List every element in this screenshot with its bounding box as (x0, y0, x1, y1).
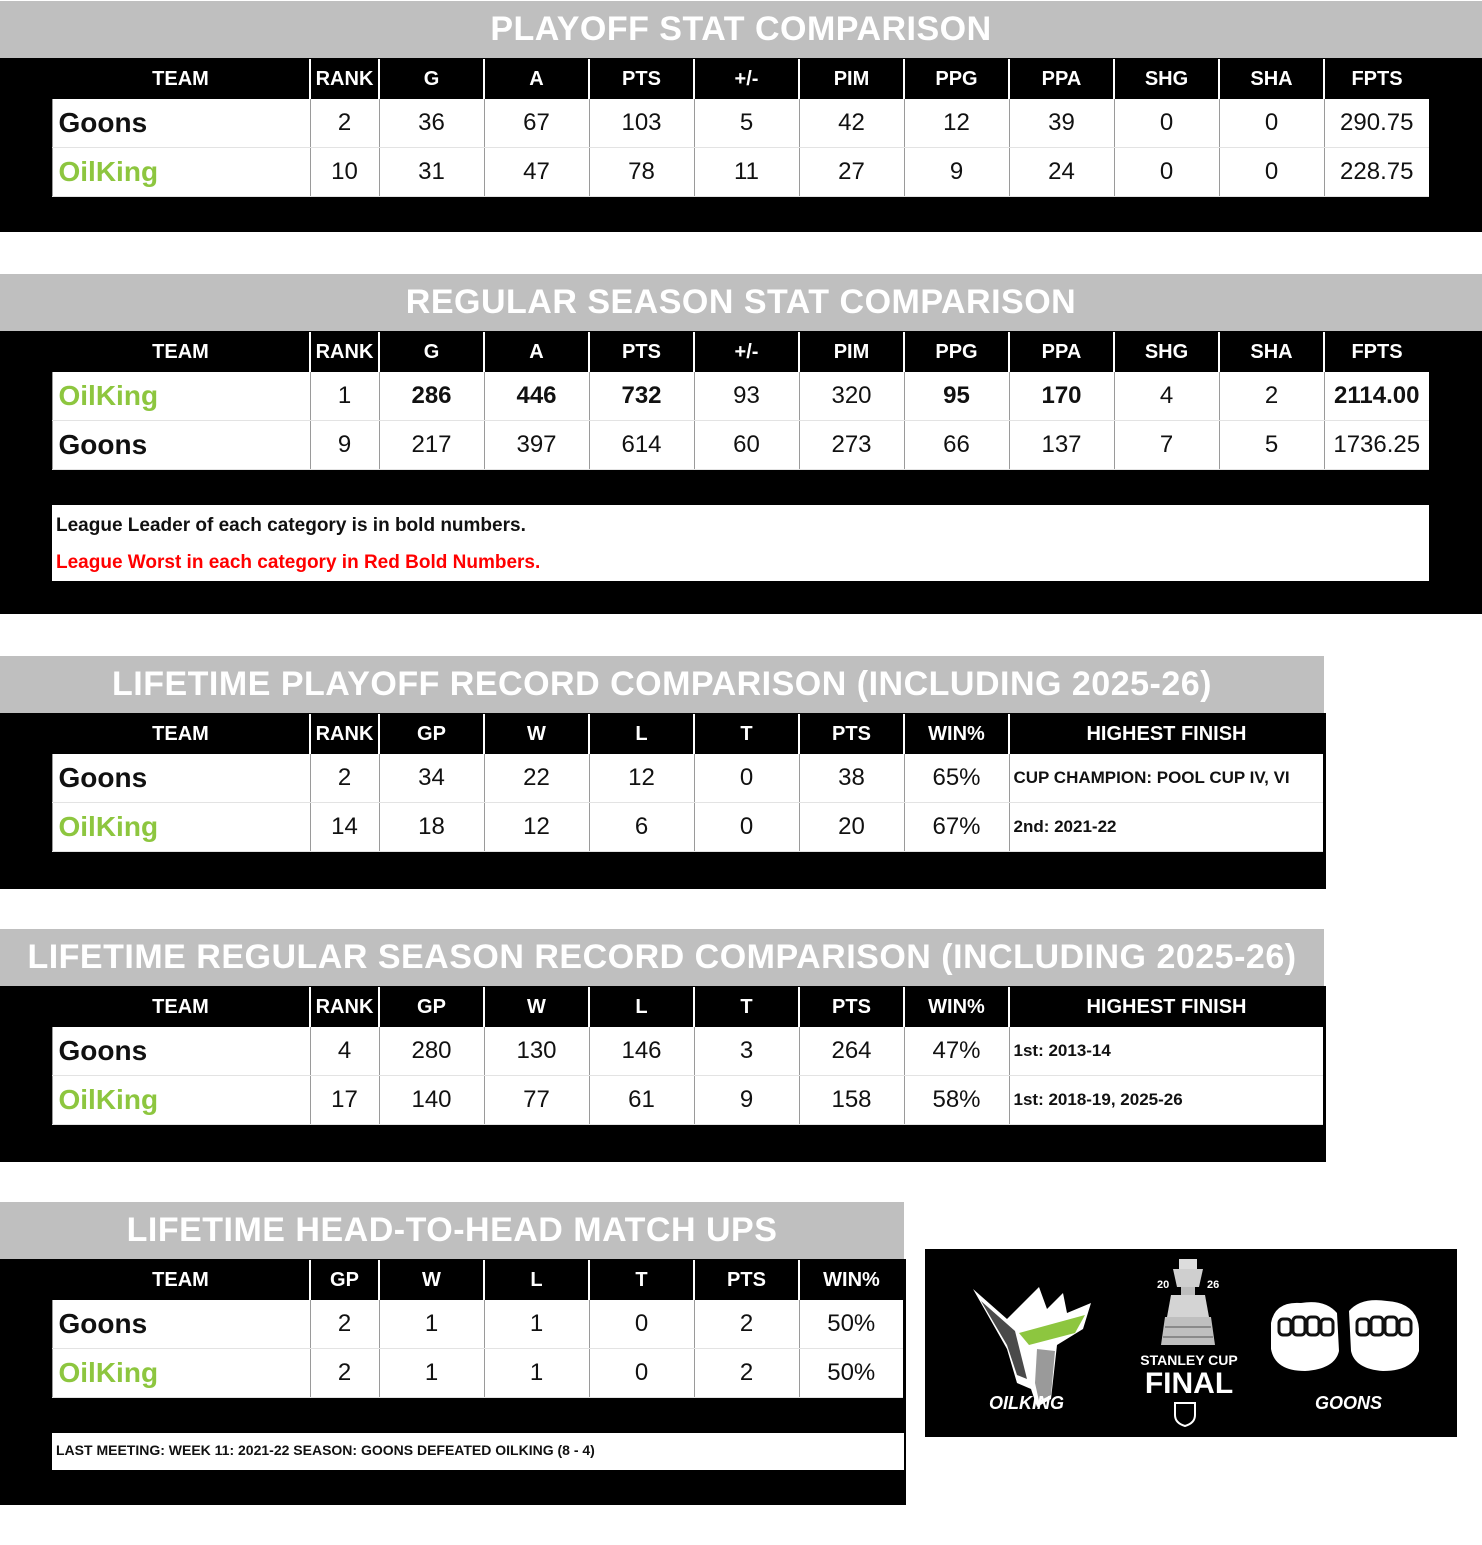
league-worst-note: League Worst in each category in Red Bold Numbers. (56, 552, 541, 573)
cell-ppg: 95 (904, 372, 1009, 421)
playoff-stat-section (0, 1, 1482, 232)
stanley-cup-icon (1153, 1257, 1223, 1349)
cell-highest-finish: CUP CHAMPION: POOL CUP IV, VI (1009, 754, 1323, 803)
table-row (0, 803, 1326, 852)
cell-pts: 78 (589, 148, 694, 197)
cell-plus-minus: 11 (694, 148, 799, 197)
cell-ppa: 170 (1009, 372, 1114, 421)
cell-fpts: 2114.00 (1324, 372, 1429, 421)
cell-a: 446 (484, 372, 589, 421)
col-header-w: W (484, 987, 589, 1027)
col-header-w: W (379, 1260, 484, 1300)
col-header-highest-finish: HIGHEST FINISH (1009, 714, 1323, 754)
team-name-goons: Goons (52, 754, 310, 803)
cell-gp: 34 (379, 754, 484, 803)
lifetime-regular-section (0, 929, 1326, 1162)
cell-t: 0 (589, 1349, 694, 1398)
table-header-row (0, 987, 1326, 1027)
cup-year-left: 20 (1157, 1279, 1170, 1291)
cell-rank: 14 (310, 803, 379, 852)
cell-win-pct: 65% (904, 754, 1009, 803)
team-name-goons: Goons (52, 99, 310, 148)
col-header-pts: PTS (694, 1260, 799, 1300)
playoff-stat-table (0, 59, 1482, 197)
cell-sha: 0 (1219, 148, 1324, 197)
col-header-l: L (589, 987, 694, 1027)
col-header-w: W (484, 714, 589, 754)
last-meeting-box (52, 1433, 904, 1470)
table-row (0, 1300, 906, 1349)
cell-fpts: 228.75 (1324, 148, 1429, 197)
col-header-team: TEAM (152, 67, 209, 90)
table-header-row (0, 714, 1326, 754)
cell-rank: 17 (310, 1076, 379, 1125)
goons-fists-icon (1265, 1293, 1425, 1379)
cell-rank: 2 (310, 754, 379, 803)
table-row (0, 1076, 1326, 1125)
table-row (0, 421, 1482, 470)
col-header-ppg: PPG (904, 332, 1009, 372)
col-header-pts: PTS (589, 59, 694, 99)
col-header-t: T (589, 1260, 694, 1300)
cell-sha: 5 (1219, 421, 1324, 470)
cell-a: 397 (484, 421, 589, 470)
cell-g: 31 (379, 148, 484, 197)
cell-fpts: 1736.25 (1324, 421, 1429, 470)
col-header-t: T (694, 714, 799, 754)
col-header-ppa: PPA (1009, 332, 1114, 372)
cell-t: 3 (694, 1027, 799, 1076)
oilking-caption: OILKING (989, 1393, 1064, 1413)
cup-year-right: 26 (1207, 1279, 1220, 1291)
cell-w: 1 (379, 1349, 484, 1398)
cell-w: 12 (484, 803, 589, 852)
cell-shg: 0 (1114, 148, 1219, 197)
col-header-gp: GP (310, 1260, 379, 1300)
col-header-g: G (379, 332, 484, 372)
col-header-pts: PTS (589, 332, 694, 372)
col-header-rank: RANK (310, 714, 379, 754)
final-text: FINAL (1144, 1367, 1234, 1400)
team-name-oilking: OilKing (52, 148, 310, 197)
team-name-oilking: OilKing (52, 1349, 310, 1398)
cell-win-pct: 47% (904, 1027, 1009, 1076)
table-row (0, 148, 1482, 197)
cell-rank: 9 (310, 421, 379, 470)
col-header-rank: RANK (310, 332, 379, 372)
lifetime-playoff-table (0, 714, 1326, 852)
cell-pts: 264 (799, 1027, 904, 1076)
col-header-team: TEAM (152, 1268, 209, 1291)
cell-a: 47 (484, 148, 589, 197)
cell-t: 9 (694, 1076, 799, 1125)
cell-l: 6 (589, 803, 694, 852)
col-header-sha: SHA (1219, 332, 1324, 372)
cell-w: 130 (484, 1027, 589, 1076)
col-header-pim: PIM (799, 332, 904, 372)
col-header-gp: GP (379, 987, 484, 1027)
team-name-oilking: OilKing (52, 372, 310, 421)
head-to-head-section (0, 1202, 906, 1505)
cell-ppa: 137 (1009, 421, 1114, 470)
cell-fpts: 290.75 (1324, 99, 1429, 148)
col-header-win-pct: WIN% (904, 714, 1009, 754)
cell-pim: 320 (799, 372, 904, 421)
nhl-shield-icon (1173, 1401, 1197, 1427)
col-header-sha: SHA (1219, 59, 1324, 99)
col-header-plus-minus: +/- (694, 59, 799, 99)
table-row (0, 372, 1482, 421)
cell-highest-finish: 1st: 2018-19, 2025-26 (1009, 1076, 1323, 1125)
cell-g: 217 (379, 421, 484, 470)
cell-ppg: 9 (904, 148, 1009, 197)
cell-gp: 140 (379, 1076, 484, 1125)
table-header-row (0, 59, 1482, 99)
col-header-rank: RANK (310, 59, 379, 99)
col-header-ppa: PPA (1009, 59, 1114, 99)
cell-highest-finish: 2nd: 2021-22 (1009, 803, 1323, 852)
col-header-rank: RANK (310, 987, 379, 1027)
lifetime-regular-title: LIFETIME REGULAR SEASON RECORD COMPARISON (INCLUDING 2025-26) (0, 929, 1324, 986)
col-header-fpts: FPTS (1324, 332, 1429, 372)
regular-stat-table (0, 332, 1482, 470)
head-to-head-title: LIFETIME HEAD-TO-HEAD MATCH UPS (0, 1202, 904, 1259)
col-header-gp: GP (379, 714, 484, 754)
cell-g: 286 (379, 372, 484, 421)
cell-plus-minus: 5 (694, 99, 799, 148)
cell-t: 0 (694, 754, 799, 803)
cell-pts: 20 (799, 803, 904, 852)
regular-stat-section (0, 274, 1482, 614)
col-header-fpts: FPTS (1324, 59, 1429, 99)
team-name-goons: Goons (52, 1027, 310, 1076)
cell-rank: 1 (310, 372, 379, 421)
head-to-head-table (0, 1260, 906, 1398)
col-header-plus-minus: +/- (694, 332, 799, 372)
cell-pts: 158 (799, 1076, 904, 1125)
col-header-g: G (379, 59, 484, 99)
cell-pts: 732 (589, 372, 694, 421)
col-header-shg: SHG (1114, 332, 1219, 372)
cell-g: 36 (379, 99, 484, 148)
cell-sha: 0 (1219, 99, 1324, 148)
cell-gp: 280 (379, 1027, 484, 1076)
regular-stat-title: REGULAR SEASON STAT COMPARISON (0, 274, 1482, 331)
cell-plus-minus: 60 (694, 421, 799, 470)
cell-shg: 0 (1114, 99, 1219, 148)
cell-pts: 2 (694, 1349, 799, 1398)
team-name-goons: Goons (52, 1300, 310, 1349)
cell-win-pct: 50% (799, 1349, 903, 1398)
col-header-l: L (589, 714, 694, 754)
team-name-oilking: OilKing (52, 803, 310, 852)
table-header-row (0, 332, 1482, 372)
cell-a: 67 (484, 99, 589, 148)
col-header-a: A (484, 59, 589, 99)
col-header-win-pct: WIN% (904, 987, 1009, 1027)
col-header-ppg: PPG (904, 59, 1009, 99)
cell-rank: 10 (310, 148, 379, 197)
cell-pts: 2 (694, 1300, 799, 1349)
cell-t: 0 (694, 803, 799, 852)
table-row (0, 1027, 1326, 1076)
lifetime-regular-table (0, 987, 1326, 1125)
cell-gp: 2 (310, 1349, 379, 1398)
cell-win-pct: 67% (904, 803, 1009, 852)
col-header-pim: PIM (799, 59, 904, 99)
cell-pts: 614 (589, 421, 694, 470)
col-header-t: T (694, 987, 799, 1027)
table-row (0, 1349, 906, 1398)
cell-ppg: 66 (904, 421, 1009, 470)
cell-pts: 38 (799, 754, 904, 803)
oilking-logo-icon (967, 1279, 1099, 1409)
col-header-win-pct: WIN% (799, 1260, 903, 1300)
cell-rank: 4 (310, 1027, 379, 1076)
last-meeting-text: LAST MEETING: WEEK 11: 2021-22 SEASON: GOONS DEFEATED OILKING (8 - 4) (56, 1442, 595, 1458)
cell-w: 77 (484, 1076, 589, 1125)
cell-l: 1 (484, 1349, 589, 1398)
cell-plus-minus: 93 (694, 372, 799, 421)
cell-pim: 42 (799, 99, 904, 148)
table-row (0, 99, 1482, 148)
matchup-logo-box (925, 1249, 1457, 1437)
cell-win-pct: 50% (799, 1300, 903, 1349)
cell-ppa: 39 (1009, 99, 1114, 148)
table-row (0, 754, 1326, 803)
col-header-pts: PTS (799, 987, 904, 1027)
cell-pts: 103 (589, 99, 694, 148)
playoff-stat-title: PLAYOFF STAT COMPARISON (0, 1, 1482, 58)
cell-highest-finish: 1st: 2013-14 (1009, 1027, 1323, 1076)
stanley-cup-text: STANLEY CUP (1140, 1352, 1238, 1368)
cell-gp: 2 (310, 1300, 379, 1349)
col-header-team: TEAM (152, 995, 209, 1018)
cell-sha: 2 (1219, 372, 1324, 421)
table-header-row (0, 1260, 906, 1300)
cell-pim: 273 (799, 421, 904, 470)
cell-l: 61 (589, 1076, 694, 1125)
league-leader-note: League Leader of each category is in bold numbers. (56, 515, 526, 536)
cell-rank: 2 (310, 99, 379, 148)
lifetime-playoff-section (0, 656, 1326, 889)
cell-l: 12 (589, 754, 694, 803)
cell-pim: 27 (799, 148, 904, 197)
cell-shg: 4 (1114, 372, 1219, 421)
legend-note-box (52, 505, 1429, 581)
cell-shg: 7 (1114, 421, 1219, 470)
cell-l: 146 (589, 1027, 694, 1076)
goons-caption: GOONS (1315, 1393, 1383, 1413)
col-header-a: A (484, 332, 589, 372)
cell-t: 0 (589, 1300, 694, 1349)
cell-l: 1 (484, 1300, 589, 1349)
col-header-l: L (484, 1260, 589, 1300)
lifetime-playoff-title: LIFETIME PLAYOFF RECORD COMPARISON (INCLUDING 2025-26) (0, 656, 1324, 713)
cell-ppg: 12 (904, 99, 1009, 148)
cell-gp: 18 (379, 803, 484, 852)
col-header-team: TEAM (152, 722, 209, 745)
cell-win-pct: 58% (904, 1076, 1009, 1125)
col-header-highest-finish: HIGHEST FINISH (1009, 987, 1323, 1027)
team-name-oilking: OilKing (52, 1076, 310, 1125)
cell-w: 22 (484, 754, 589, 803)
col-header-pts: PTS (799, 714, 904, 754)
team-name-goons: Goons (52, 421, 310, 470)
cell-w: 1 (379, 1300, 484, 1349)
cell-ppa: 24 (1009, 148, 1114, 197)
col-header-shg: SHG (1114, 59, 1219, 99)
col-header-team: TEAM (152, 340, 209, 363)
